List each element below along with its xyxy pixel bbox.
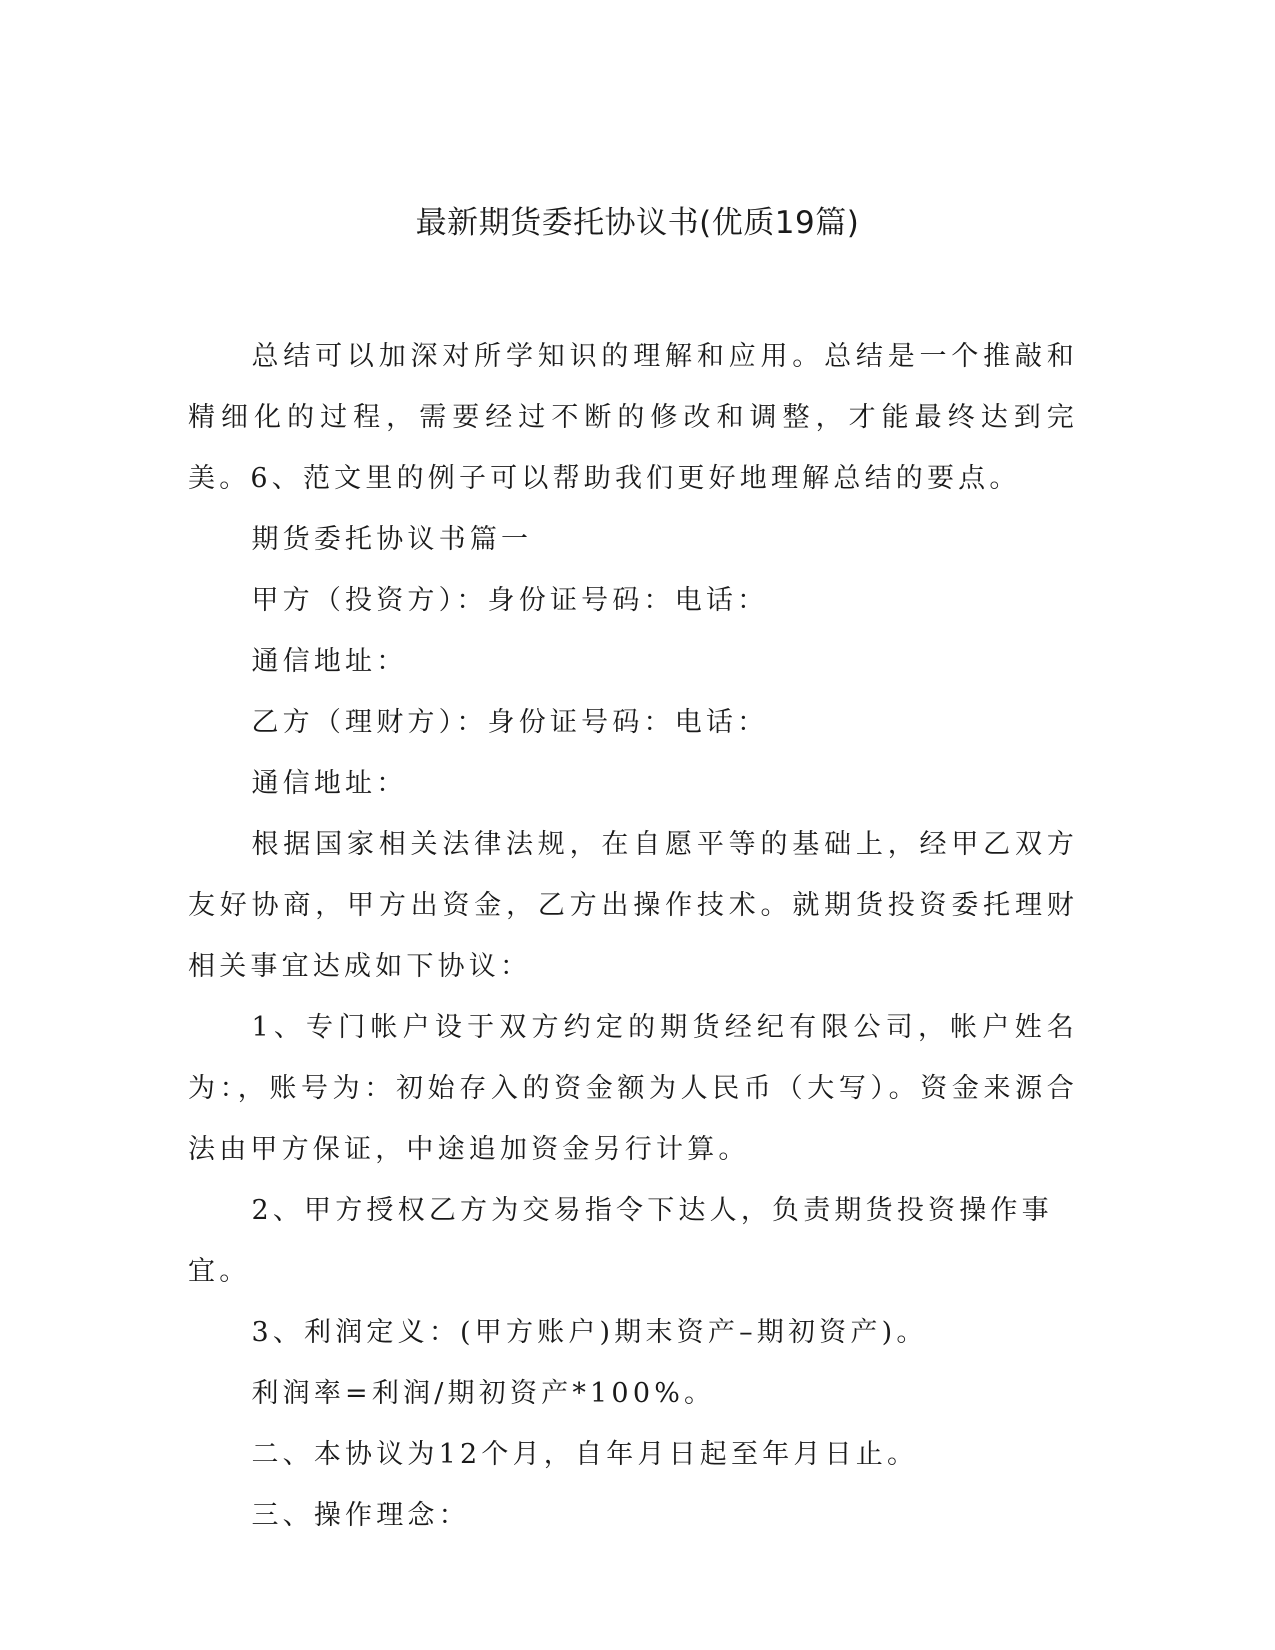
intro-paragraph: 总结可以加深对所学知识的理解和应用。总结是一个推敲和精细化的过程，需要经过不断的修改和调整，才能最终达到完美。6、范文里的例子可以帮助我们更好地理解总结的要点。 [188,341,1078,494]
clause-2: 2、甲方授权乙方为交易指令下达人，负责期货投资操作事宜。 [188,1195,1053,1287]
clause-3: 3、利润定义：(甲方账户)期末资产–期初资产)。 [251,1317,928,1348]
section-heading: 期货委托协议书篇一 [251,524,533,555]
term-clause: 二、本协议为12个月，自年月日起至年月日止。 [251,1439,919,1470]
agreement-preamble: 根据国家相关法律法规，在自愿平等的基础上，经甲乙双方友好协商，甲方出资金，乙方出操作技术。就期货投资委托理财相关事宜达成如下协议： [188,829,1078,982]
party-b-line: 乙方（理财方）：身份证号码：电话： [251,707,769,738]
party-a-address: 通信地址： [251,646,408,677]
document-body [188,326,1078,1546]
party-a-line: 甲方（投资方）：身份证号码：电话： [251,585,769,616]
document-title: 最新期货委托协议书(优质19篇) [415,205,860,241]
party-b-address: 通信地址： [251,768,408,799]
operation-concept-heading: 三、操作理念： [251,1500,470,1531]
profit-rate-line: 利润率=利润/期初资产*100%。 [251,1378,716,1409]
clause-1: 1、专门帐户设于双方约定的期货经纪有限公司，帐户姓名为：，账号为：初始存入的资金额为人民币（大写）。资金来源合法由甲方保证，中途追加资金另行计算。 [188,1012,1078,1165]
